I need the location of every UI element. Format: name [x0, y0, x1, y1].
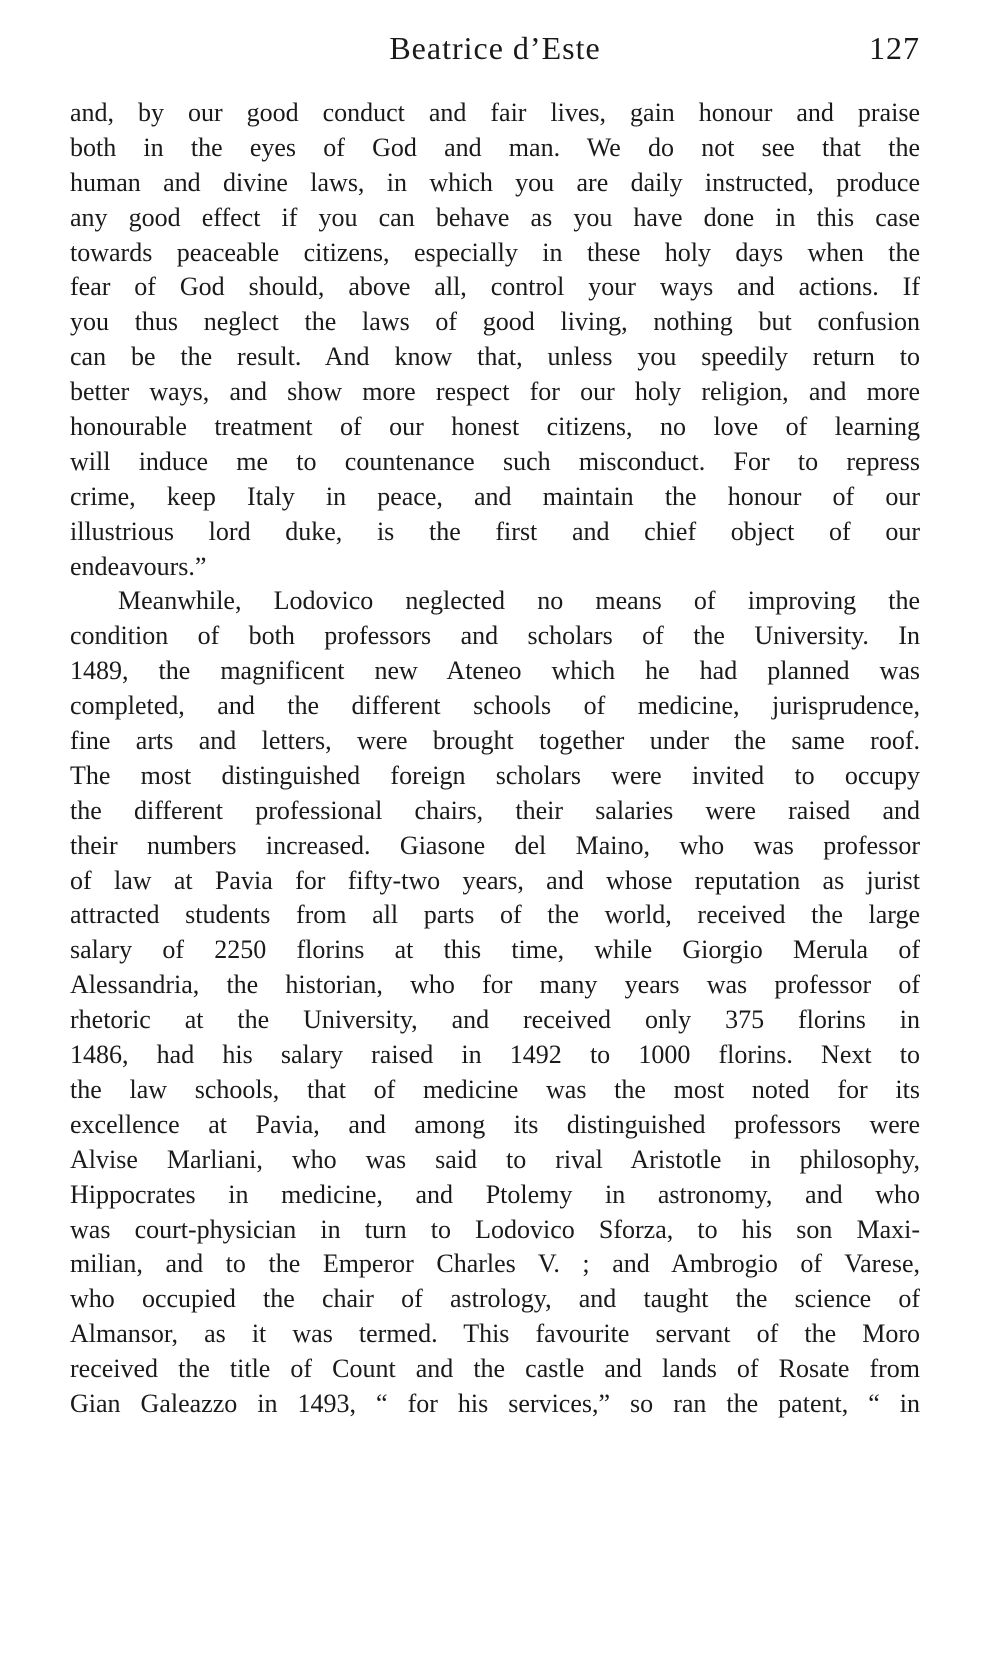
- text-line: better ways, and show more respect for our holy religion, and more: [70, 377, 920, 407]
- text-line: 1489, the magnificent new Ateneo which he had planned was: [70, 656, 920, 686]
- text-line: Meanwhile, Lodovico neglected no means of improving the: [118, 586, 920, 616]
- text-line: their numbers increased. Giasone del Maino, who was professor: [70, 830, 920, 860]
- text-line: rhetoric at the University, and received only 375 florins in: [70, 1005, 920, 1035]
- text-line: and, by our good conduct and fair lives, gain honour and praise: [70, 98, 920, 127]
- paragraph-1: [70, 96, 920, 584]
- body-text: [70, 96, 920, 1422]
- text-line: who occupied the chair of astrology, and taught the science of: [70, 1284, 920, 1314]
- text-line: Hippocrates in medicine, and Ptolemy in astronomy, and who: [70, 1179, 920, 1209]
- text-line: of law at Pavia for fifty-two years, and whose reputation as jurist: [70, 865, 920, 895]
- text-line: you thus neglect the laws of good living, nothing but confusion: [70, 307, 920, 337]
- text-line: excellence at Pavia, and among its distinguished professors were: [70, 1109, 920, 1139]
- text-line: fear of God should, above all, control your ways and actions. If: [70, 272, 920, 302]
- text-line: 1486, had his salary raised in 1492 to 1000 florins. Next to: [70, 1040, 920, 1070]
- text-line: will induce me to countenance such misconduct. For to repress: [70, 446, 920, 476]
- paragraph-2: [70, 584, 920, 1421]
- text-line: Alvise Marliani, who was said to rival Aristotle in philosophy,: [70, 1144, 920, 1174]
- text-line: attracted students from all parts of the world, received the large: [70, 900, 920, 930]
- text-line: honourable treatment of our honest citizens, no love of learning: [70, 412, 920, 442]
- text-line: was court-physician in turn to Lodovico Sforza, to his son Maxi-: [70, 1214, 920, 1244]
- running-header: [70, 28, 920, 78]
- text-line: The most distinguished foreign scholars were invited to occupy: [70, 760, 920, 790]
- text-line: salary of 2250 florins at this time, while Giorgio Merula of: [70, 935, 920, 965]
- text-line: Gian Galeazzo in 1493, “ for his services,” so ran the patent, “ in: [70, 1388, 920, 1418]
- text-line: the law schools, that of medicine was the most noted for its: [70, 1074, 920, 1104]
- text-line: any good effect if you can behave as you have done in this case: [70, 202, 920, 232]
- text-line: towards peaceable citizens, especially in these holy days when the: [70, 237, 920, 267]
- page-number: 127: [869, 30, 920, 66]
- text-line: milian, and to the Emperor Charles V. ; and Ambrogio of Varese,: [70, 1249, 920, 1279]
- text-line: the different professional chairs, their salaries were raised and: [70, 795, 920, 825]
- text-line: Alessandria, the historian, who for many years was professor of: [70, 970, 920, 1000]
- text-line: human and divine laws, in which you are daily instructed, produce: [70, 167, 920, 197]
- text-line: endeavours.”: [70, 551, 207, 581]
- text-line: fine arts and letters, were brought together under the same roof.: [70, 726, 920, 756]
- text-line: both in the eyes of God and man. We do not see that the: [70, 132, 920, 162]
- text-line: can be the result. And know that, unless you speedily return to: [70, 342, 920, 372]
- text-line: completed, and the different schools of medicine, jurisprudence,: [70, 691, 920, 721]
- text-line: crime, keep Italy in peace, and maintain the honour of our: [70, 481, 920, 511]
- text-line: received the title of Count and the castle and lands of Rosate from: [70, 1354, 920, 1384]
- text-line: Almansor, as it was termed. This favourite servant of the Moro: [70, 1319, 920, 1349]
- text-line: condition of both professors and scholars of the University. In: [70, 621, 920, 651]
- running-title: Beatrice d’Este: [389, 30, 601, 66]
- text-line: illustrious lord duke, is the first and chief object of our: [70, 516, 920, 546]
